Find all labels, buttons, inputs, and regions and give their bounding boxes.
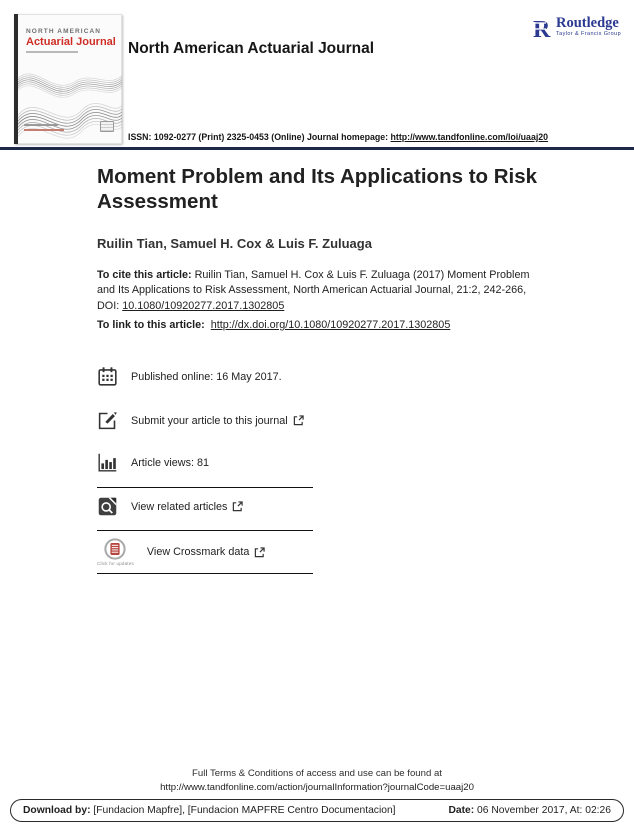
terms-line: Full Terms & Conditions of access and use can be found at: [192, 768, 442, 779]
related-articles-label: View related articles: [131, 500, 228, 513]
article-title: Moment Problem and Its Applications to Risk Assessment: [97, 165, 538, 214]
related-articles-row[interactable]: [97, 496, 243, 517]
citation-block: [97, 268, 549, 314]
doi-link[interactable]: 10.1080/10920277.2017.1302805: [122, 299, 285, 312]
issn-line: [128, 132, 548, 142]
cover-footer-text-line: [24, 124, 58, 126]
download-by-label: Download by:: [23, 805, 91, 816]
publisher-name: Routledge: [556, 15, 619, 31]
submit-pencil-icon: [97, 410, 118, 431]
terms-block: [0, 767, 634, 796]
published-online-label: Published online: 16 May 2017.: [131, 370, 282, 383]
crossmark-icon: [104, 538, 126, 560]
terms-url-link[interactable]: http://www.tandfonline.com/action/journalInformation?journalCode=uaaj20: [160, 782, 474, 794]
download-by: [23, 805, 396, 816]
cover-footer-text-line2: [24, 129, 64, 131]
submit-article-row[interactable]: [97, 410, 304, 431]
article-authors: Ruilin Tian, Samuel H. Cox & Luis F. Zuluaga: [97, 236, 372, 251]
issn-text: ISSN: 1092-0277 (Print) 2325-0453 (Online) Journal homepage:: [128, 132, 391, 142]
external-link-icon: [293, 415, 304, 426]
download-by-value: [Fundacion Mapfre], [Fundacion MAPFRE Centro Documentacion]: [90, 805, 396, 816]
cover-volume-line: [26, 51, 78, 53]
journal-title-heading: North American Actuarial Journal: [128, 40, 375, 57]
routledge-logo: [533, 16, 621, 42]
external-link-icon: [254, 547, 265, 558]
header-divider-rule: [0, 147, 634, 150]
cite-prefix: To cite this article:: [97, 269, 192, 281]
date-label: Date:: [448, 805, 475, 816]
published-online-row: [97, 366, 282, 387]
publisher-tagline: Taylor & Francis Group: [556, 31, 622, 37]
date-value: 06 November 2017, At: 02:26: [474, 805, 611, 816]
submit-article-label: Submit your article to this journal: [131, 414, 288, 427]
row-separator: [97, 573, 313, 574]
article-url-link[interactable]: http://dx.doi.org/10.1080/10920277.2017.1302805: [210, 319, 451, 331]
routledge-monogram-icon: [533, 16, 553, 42]
row-separator: [97, 487, 313, 488]
crossmark-label: View Crossmark data: [146, 546, 250, 558]
crossmark-row[interactable]: [97, 538, 265, 566]
external-link-icon: [232, 501, 243, 512]
link-line: [97, 319, 450, 331]
cover-title: Actuarial Journal: [26, 36, 116, 48]
calendar-icon: [97, 366, 118, 387]
bar-chart-icon: [97, 452, 118, 473]
download-info-bar: [10, 799, 624, 822]
journal-cover-thumbnail: [14, 14, 122, 144]
journal-homepage-link[interactable]: http://www.tandfonline.com/loi/uaaj20: [390, 132, 549, 142]
cite-body: Ruilin Tian, Samuel H. Cox & Luis F. Zuluaga (2017) Moment Problem and Its Applications to Risk Assessment, North American Actuarial Journal, 21:2, 242-266, DOI:: [97, 269, 530, 312]
related-articles-icon: [97, 496, 118, 517]
cover-kicker: NORTH AMERICAN: [26, 28, 102, 35]
link-prefix: To link to this article:: [97, 319, 205, 331]
crossmark-caption: Click for updates: [97, 561, 134, 566]
article-views-row: [97, 452, 209, 473]
svg-text:R: R: [533, 17, 551, 42]
cover-publisher-mark: [100, 121, 114, 132]
row-separator: [97, 530, 313, 531]
download-date: [448, 805, 611, 816]
article-views-label: Article views: 81: [131, 456, 210, 469]
